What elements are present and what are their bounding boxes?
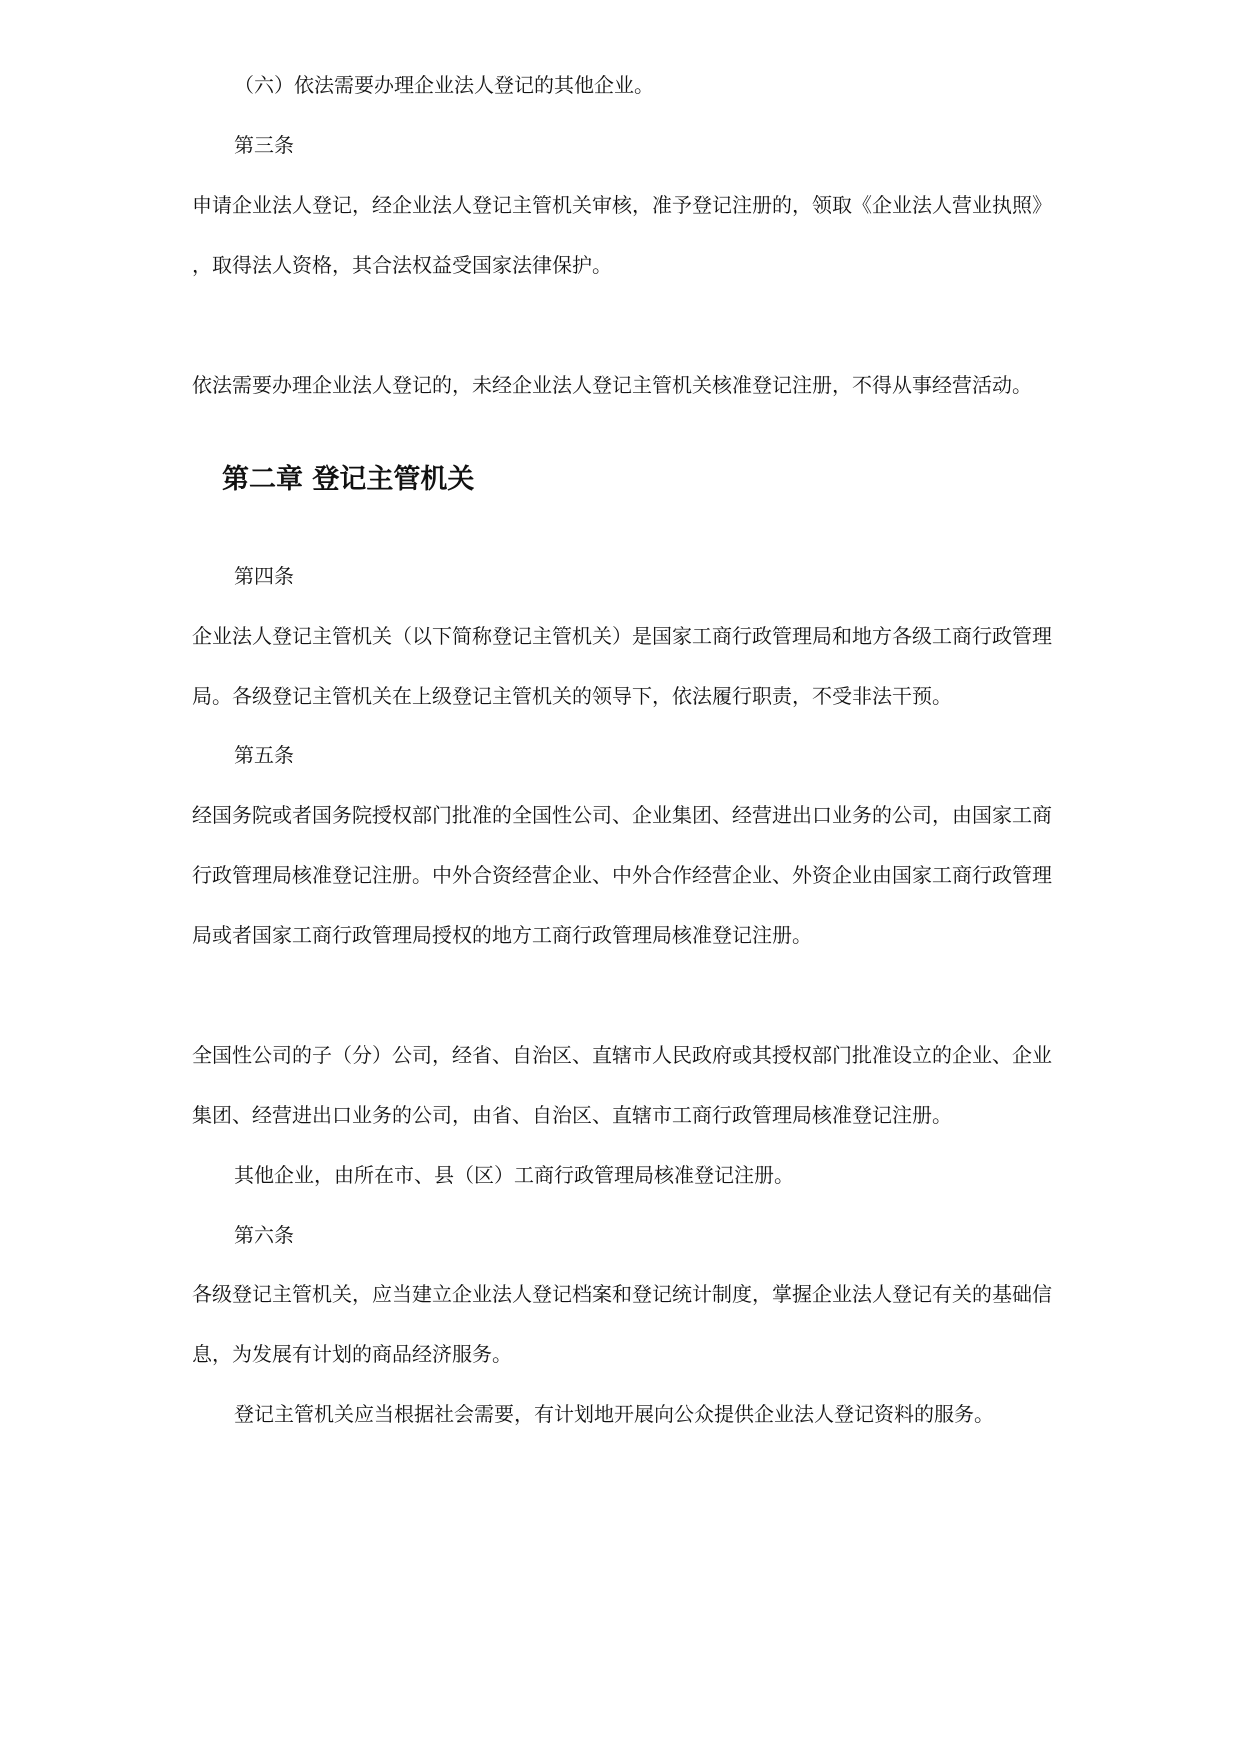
paragraph-line: 集团、经营进出口业务的公司，由省、自治区、直辖市工商行政管理局核准登记注册。 [192,1103,952,1127]
article-heading-5: 第五条 [234,743,294,767]
paragraph-line: 息，为发展有计划的商品经济服务。 [192,1342,512,1366]
paragraph-line: 经国务院或者国务院授权部门批准的全国性公司、企业集团、经营进出口业务的公司，由国家工商 [192,803,1052,827]
paragraph-line: 局。各级登记主管机关在上级登记主管机关的领导下，依法履行职责，不受非法干预。 [192,684,952,708]
paragraph-line: ，取得法人资格，其合法权益受国家法律保护。 [192,253,612,277]
paragraph-line: 登记主管机关应当根据社会需要，有计划地开展向公众提供企业法人登记资料的服务。 [234,1402,994,1426]
paragraph-line: 申请企业法人登记，经企业法人登记主管机关审核，准予登记注册的，领取《企业法人营业执照》 [192,193,1052,217]
paragraph-line: 各级登记主管机关，应当建立企业法人登记档案和登记统计制度，掌握企业法人登记有关的基础信 [192,1282,1052,1306]
paragraph-line: 企业法人登记主管机关（以下简称登记主管机关）是国家工商行政管理局和地方各级工商行政管理 [192,624,1052,648]
paragraph-line: 局或者国家工商行政管理局授权的地方工商行政管理局核准登记注册。 [192,923,812,947]
article-heading-4: 第四条 [234,564,294,588]
paragraph-item-six: （六）依法需要办理企业法人登记的其他企业。 [234,73,654,97]
chapter-title: 第二章 登记主管机关 [222,464,475,495]
article-heading-3: 第三条 [234,133,294,157]
paragraph-line: 依法需要办理企业法人登记的，未经企业法人登记主管机关核准登记注册，不得从事经营活动。 [192,373,1032,397]
paragraph-line: 其他企业，由所在市、县（区）工商行政管理局核准登记注册。 [234,1163,794,1187]
paragraph-line: 行政管理局核准登记注册。中外合资经营企业、中外合作经营企业、外资企业由国家工商行政管理 [192,863,1052,887]
article-heading-6: 第六条 [234,1223,294,1247]
paragraph-line: 全国性公司的子（分）公司，经省、自治区、直辖市人民政府或其授权部门批准设立的企业、企业 [192,1043,1052,1067]
